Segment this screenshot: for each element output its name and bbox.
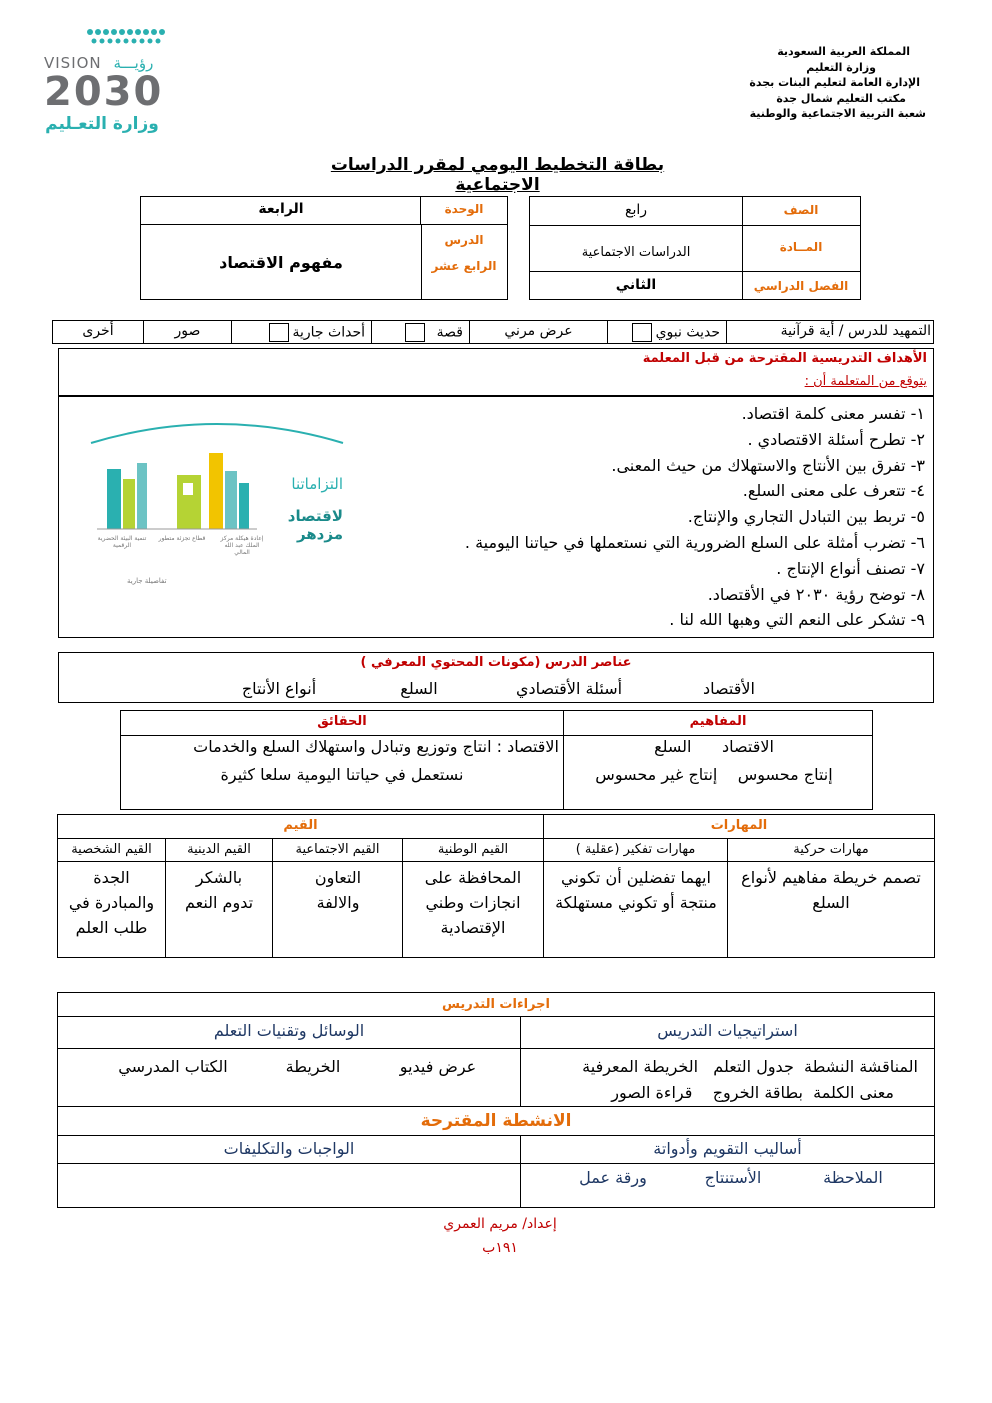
- concepts-line-2: إنتاج محسوس إنتاج غير محسوس: [595, 765, 833, 784]
- economy-illustration: [87, 409, 347, 599]
- col-header: القيم الدينية: [187, 842, 251, 857]
- header-block: [686, 44, 926, 122]
- hadith-checkbox[interactable]: [632, 323, 652, 342]
- assessment-item: ورقة عمل: [579, 1168, 647, 1187]
- objectives-body: [58, 396, 934, 638]
- value-cell: التعاون والالفة: [314, 868, 362, 912]
- vision-ar-text: رؤيـــة: [113, 54, 154, 72]
- objective-item: ٩- تشكر على النعم التي وهبها الله لنا .: [669, 610, 925, 630]
- skills-label: المهارات: [710, 818, 768, 833]
- objective-item: ٧- تصنف أنواع الإنتاج .: [776, 558, 925, 578]
- media-label: الوسائل وتقنيات التعلم: [213, 1021, 365, 1040]
- unit-lesson-box: [140, 196, 508, 300]
- logo-dots-icon: [84, 24, 214, 54]
- col-header: القيم الاجتماعية: [295, 842, 380, 857]
- header-line: مكتب التعليم شمال جدة: [776, 91, 906, 105]
- intro-events: [232, 323, 371, 342]
- col-header: مهارات حركية: [793, 842, 869, 857]
- lesson-value: مفهوم الاقتصاد: [219, 253, 343, 272]
- semester-label: الفصل الدراسي: [753, 279, 849, 293]
- col-header: القيم الشخصية: [71, 842, 152, 857]
- intro-story-label: قصة: [436, 324, 463, 341]
- header-line: الإدارة العامة لتعليم البنات بجدة: [749, 76, 920, 89]
- unit-value: الرابعة: [258, 201, 304, 217]
- events-checkbox[interactable]: [269, 323, 289, 342]
- intro-story: [372, 323, 469, 342]
- intro-quran: التمهيد للدرس / أية قرآنية: [780, 323, 931, 339]
- objective-item: ٢- تطرح أسئلة الاقتصادي .: [747, 429, 925, 449]
- assessment-item: الأستنتاج: [704, 1168, 762, 1187]
- vision-logo: [44, 24, 174, 134]
- story-checkbox[interactable]: [405, 323, 425, 342]
- lesson-number: الرابع عشر: [431, 259, 497, 273]
- intro-hadith-label: حديث نبوي: [655, 324, 720, 341]
- objectives-list: [325, 401, 925, 633]
- procedures: [57, 992, 935, 1208]
- objectives-header: [58, 348, 934, 396]
- intro-other: أخرى: [82, 323, 114, 339]
- subject-value: الدراسات الاجتماعية: [581, 245, 691, 260]
- lesson-elements: [58, 652, 934, 703]
- city-buildings-icon: [87, 409, 347, 599]
- intro-pictures: صور: [174, 323, 201, 339]
- media-item: الخريطة: [285, 1057, 341, 1076]
- ministry-name: وزارة التعـليم: [45, 114, 159, 134]
- values-label: القيم: [283, 818, 318, 833]
- header-line: المملكة العربية السعودية: [777, 45, 910, 58]
- elements-title: عناصر الدرس (مكونات المحتوي المعرفي ): [360, 655, 632, 670]
- media-item: الكتاب المدرسي: [118, 1057, 228, 1076]
- strategies-line-1: المناقشة النشطة جدول التعلم الخريطة المعرفية: [582, 1057, 918, 1076]
- facts-line-1: الاقتصاد : انتاج وتوزيع وتبادل واستهلاك السلع والخدمات: [193, 737, 559, 756]
- activities-title: الانشطة المقترحة: [420, 1111, 572, 1131]
- intro-hadith: [608, 323, 726, 342]
- col-header: مهارات تفكير (عقلية ): [575, 842, 696, 857]
- semester-value: الثاني: [615, 277, 657, 293]
- objectives-subtitle: يتوقع من المتعلمة أن :: [804, 374, 927, 389]
- element-item: أنواع الأنتاج: [241, 679, 317, 698]
- procedures-title: اجراءات التدريس: [442, 997, 550, 1012]
- objective-item: ٤- تتعرف على معنى السلع.: [742, 481, 925, 501]
- assessment-label: أساليب التقويم وأدواتة: [653, 1139, 802, 1158]
- illustration-caption: تفاصيلة جارية: [127, 577, 167, 585]
- element-item: الأقتصاد: [703, 679, 755, 698]
- illustration-slogan: التزاماتنا: [291, 475, 343, 493]
- unit-label: الوحدة: [444, 202, 484, 216]
- skill-cell: تصمم خريطة مفاهيم لأنواع السلع: [741, 868, 921, 912]
- grade-subject-box: [529, 196, 861, 300]
- skills-values: [57, 814, 935, 958]
- objective-item: ٨- توضح رؤية ٢٠٣٠ في الأقتصاد.: [707, 584, 925, 604]
- header-line: شعبة التربية الاجتماعية والوطنية: [749, 107, 926, 120]
- assessment-item: الملاحظة: [823, 1168, 883, 1187]
- strategies-label: استراتيجيات التدريس: [657, 1021, 798, 1040]
- intro-events-label: أحداث جارية: [292, 324, 365, 341]
- objective-item: ١- تفسر معنى كلمة اقتصاد.: [741, 404, 925, 423]
- prepared-by: إعداد/ مريم العمري: [443, 1216, 557, 1232]
- element-item: أسئلة الأقتصادي: [515, 679, 623, 698]
- element-item: السلع: [400, 679, 438, 698]
- grade-label: الصف: [783, 203, 819, 217]
- homework-label: الواجبات والتكليفات: [223, 1139, 355, 1158]
- facts-line-2: نستعمل في حياتنا اليومية سلعا كثيرة: [220, 765, 464, 784]
- value-cell: الجدة والمبادرة في طلب العلم: [68, 868, 155, 937]
- value-cell: بالشكر تدوم النعم: [184, 868, 254, 912]
- page-title: بطاقة التخطيط اليومي لمقرر الدراسات الاجتماعية: [330, 155, 665, 195]
- concepts-facts: [120, 710, 873, 810]
- intro-display: عرض مرني: [504, 323, 573, 339]
- illustration-slogan-2: لاقتصاد مزدهر: [287, 507, 343, 543]
- intro-row: [52, 320, 934, 344]
- vision-year: 2030: [44, 69, 164, 115]
- doc-code: ١٩١ب: [482, 1240, 518, 1256]
- illustration-labels: إعادة هيكلة مركز الملك عبد الله المالي قطاع تجزئة متطور تنمية البيئة الحضرية الرقمية: [97, 535, 264, 556]
- objective-item: ٥- تربط بين التبادل التجاري والإنتاج.: [687, 507, 925, 527]
- objective-item: ٣- تفرق بين الأنتاج والاستهلاك من حيث المعنى.: [611, 455, 925, 475]
- media-item: عرض فيديو: [399, 1057, 477, 1076]
- col-header: القيم الوطنية: [437, 842, 509, 857]
- skill-cell: ايهما تفضلين أن تكوني منتجة أو تكوني مستهلكة: [555, 868, 717, 912]
- strategies-line-2: معنى الكلمة بطاقة الخروج قراءة الصور: [611, 1083, 894, 1102]
- header-line: وزارة التعليم: [806, 60, 876, 74]
- subject-label: المــادة: [779, 240, 823, 254]
- objective-item: ٦- تضرب أمثلة على السلع الضرورية التي نستعملها في حياتنا اليومية .: [464, 532, 925, 552]
- concepts-line-1: الاقتصاد السلع: [654, 737, 774, 756]
- value-cell: المحافظة على انجازات وطني الإقتصادية: [424, 868, 522, 937]
- concepts-label: المفاهيم: [689, 714, 747, 729]
- objectives-title: الأهداف التدريسية المقترحة من قبل المعلمة: [642, 351, 927, 366]
- vision-text: VISION: [44, 54, 102, 72]
- grade-value: رابع: [625, 202, 647, 218]
- lesson-label: الدرس: [444, 233, 484, 247]
- facts-label: الحقائق: [317, 714, 367, 729]
